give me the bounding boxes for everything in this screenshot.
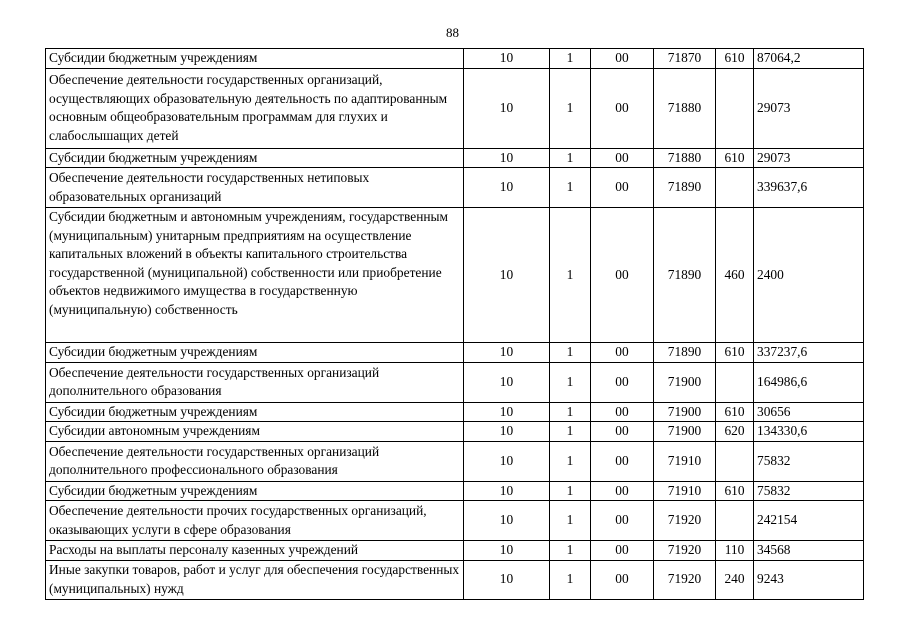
- expense-type-code: 460: [716, 208, 754, 343]
- section-code: 10: [464, 148, 550, 168]
- section-code: 10: [464, 422, 550, 442]
- expense-name: Субсидии бюджетным учреждениям: [46, 402, 464, 422]
- subsection-code: 1: [550, 168, 591, 208]
- program-code: 00: [591, 168, 654, 208]
- expense-name: Субсидии бюджетным учреждениям: [46, 148, 464, 168]
- program-code: 00: [591, 362, 654, 402]
- program-code: 00: [591, 501, 654, 541]
- subsection-code: 1: [550, 402, 591, 422]
- program-code: 00: [591, 402, 654, 422]
- expense-type-code: 610: [716, 481, 754, 501]
- program-code: 00: [591, 148, 654, 168]
- amount: 29073: [754, 68, 864, 148]
- table-row: [46, 362, 864, 402]
- table-row: [46, 148, 864, 168]
- subsection-code: 1: [550, 362, 591, 402]
- expense-name: Расходы на выплаты персоналу казенных учреждений: [46, 541, 464, 561]
- section-code: 10: [464, 362, 550, 402]
- amount: 30656: [754, 402, 864, 422]
- program-code: 00: [591, 441, 654, 481]
- expense-name: Обеспечение деятельности государственных организаций дополнительного профессионального образования: [46, 441, 464, 481]
- subsection-code: 1: [550, 422, 591, 442]
- subsection-code: 1: [550, 148, 591, 168]
- amount: 29073: [754, 148, 864, 168]
- expense-type-code: 610: [716, 343, 754, 363]
- program-code: 00: [591, 49, 654, 69]
- table-row: [46, 441, 864, 481]
- table-row: [46, 422, 864, 442]
- expense-type-code: [716, 441, 754, 481]
- program-code: 00: [591, 481, 654, 501]
- expense-type-code: 240: [716, 560, 754, 599]
- expense-type-code: [716, 501, 754, 541]
- section-code: 10: [464, 49, 550, 69]
- amount: 75832: [754, 441, 864, 481]
- amount: 337237,6: [754, 343, 864, 363]
- table-row: [46, 208, 864, 343]
- subsection-code: 1: [550, 49, 591, 69]
- amount: 2400: [754, 208, 864, 343]
- amount: 87064,2: [754, 49, 864, 69]
- target-article-code: 71870: [654, 49, 716, 69]
- page-number: 88: [446, 25, 459, 40]
- program-code: 00: [591, 343, 654, 363]
- subsection-code: 1: [550, 481, 591, 501]
- expense-name: Обеспечение деятельности государственных нетиповых образовательных организаций: [46, 168, 464, 208]
- expense-type-code: [716, 362, 754, 402]
- section-code: 10: [464, 481, 550, 501]
- expense-name: Субсидии автономным учреждениям: [46, 422, 464, 442]
- target-article-code: 71900: [654, 362, 716, 402]
- target-article-code: 71900: [654, 422, 716, 442]
- table-row: [46, 541, 864, 561]
- section-code: 10: [464, 68, 550, 148]
- expense-type-code: [716, 68, 754, 148]
- amount: 75832: [754, 481, 864, 501]
- section-code: 10: [464, 541, 550, 561]
- program-code: 00: [591, 541, 654, 561]
- target-article-code: 71910: [654, 481, 716, 501]
- program-code: 00: [591, 68, 654, 148]
- target-article-code: 71910: [654, 441, 716, 481]
- subsection-code: 1: [550, 441, 591, 481]
- program-code: 00: [591, 560, 654, 599]
- expense-type-code: [716, 168, 754, 208]
- target-article-code: 71920: [654, 501, 716, 541]
- expense-name: Обеспечение деятельности прочих государственных организаций, оказывающих услуги в сфере образования: [46, 501, 464, 541]
- target-article-code: 71920: [654, 541, 716, 561]
- expense-name: Субсидии бюджетным учреждениям: [46, 49, 464, 69]
- table-row: [46, 560, 864, 599]
- subsection-code: 1: [550, 68, 591, 148]
- amount: 9243: [754, 560, 864, 599]
- amount: 164986,6: [754, 362, 864, 402]
- target-article-code: 71890: [654, 343, 716, 363]
- table-row: [46, 402, 864, 422]
- table-row: [46, 481, 864, 501]
- section-code: 10: [464, 560, 550, 599]
- expense-type-code: 610: [716, 148, 754, 168]
- expense-name: Обеспечение деятельности государственных организаций дополнительного образования: [46, 362, 464, 402]
- target-article-code: 71920: [654, 560, 716, 599]
- target-article-code: 71880: [654, 148, 716, 168]
- target-article-code: 71890: [654, 168, 716, 208]
- target-article-code: 71900: [654, 402, 716, 422]
- subsection-code: 1: [550, 208, 591, 343]
- subsection-code: 1: [550, 541, 591, 561]
- expense-name: Субсидии бюджетным и автономным учреждениям, государственным (муниципальным) унитарным предприятиям на осуществление капитальных вложений в объекты капитального строительства государственной (муниципальной) собственности или приобретение объектов недвижимого имущества в государственную (муниципальную) собственность: [46, 208, 464, 343]
- subsection-code: 1: [550, 560, 591, 599]
- amount: 34568: [754, 541, 864, 561]
- expense-type-code: 620: [716, 422, 754, 442]
- expense-type-code: 110: [716, 541, 754, 561]
- table-row: [46, 343, 864, 363]
- amount: 339637,6: [754, 168, 864, 208]
- section-code: 10: [464, 343, 550, 363]
- program-code: 00: [591, 422, 654, 442]
- expense-type-code: 610: [716, 49, 754, 69]
- budget-table: [45, 48, 864, 600]
- amount: 134330,6: [754, 422, 864, 442]
- expense-name: Субсидии бюджетным учреждениям: [46, 481, 464, 501]
- section-code: 10: [464, 168, 550, 208]
- program-code: 00: [591, 208, 654, 343]
- expense-name: Иные закупки товаров, работ и услуг для обеспечения государственных (муниципальных) нужд: [46, 560, 464, 599]
- subsection-code: 1: [550, 343, 591, 363]
- subsection-code: 1: [550, 501, 591, 541]
- amount: 242154: [754, 501, 864, 541]
- section-code: 10: [464, 402, 550, 422]
- expense-name: Обеспечение деятельности государственных организаций, осуществляющих образовательную деятельность по адаптированным основным общеобразовательным программам для глухих и слабослышащих детей: [46, 68, 464, 148]
- target-article-code: 71880: [654, 68, 716, 148]
- table-row: [46, 168, 864, 208]
- table-row: [46, 49, 864, 69]
- expense-name: Субсидии бюджетным учреждениям: [46, 343, 464, 363]
- section-code: 10: [464, 208, 550, 343]
- table-row: [46, 68, 864, 148]
- target-article-code: 71890: [654, 208, 716, 343]
- section-code: 10: [464, 441, 550, 481]
- section-code: 10: [464, 501, 550, 541]
- table-row: [46, 501, 864, 541]
- expense-type-code: 610: [716, 402, 754, 422]
